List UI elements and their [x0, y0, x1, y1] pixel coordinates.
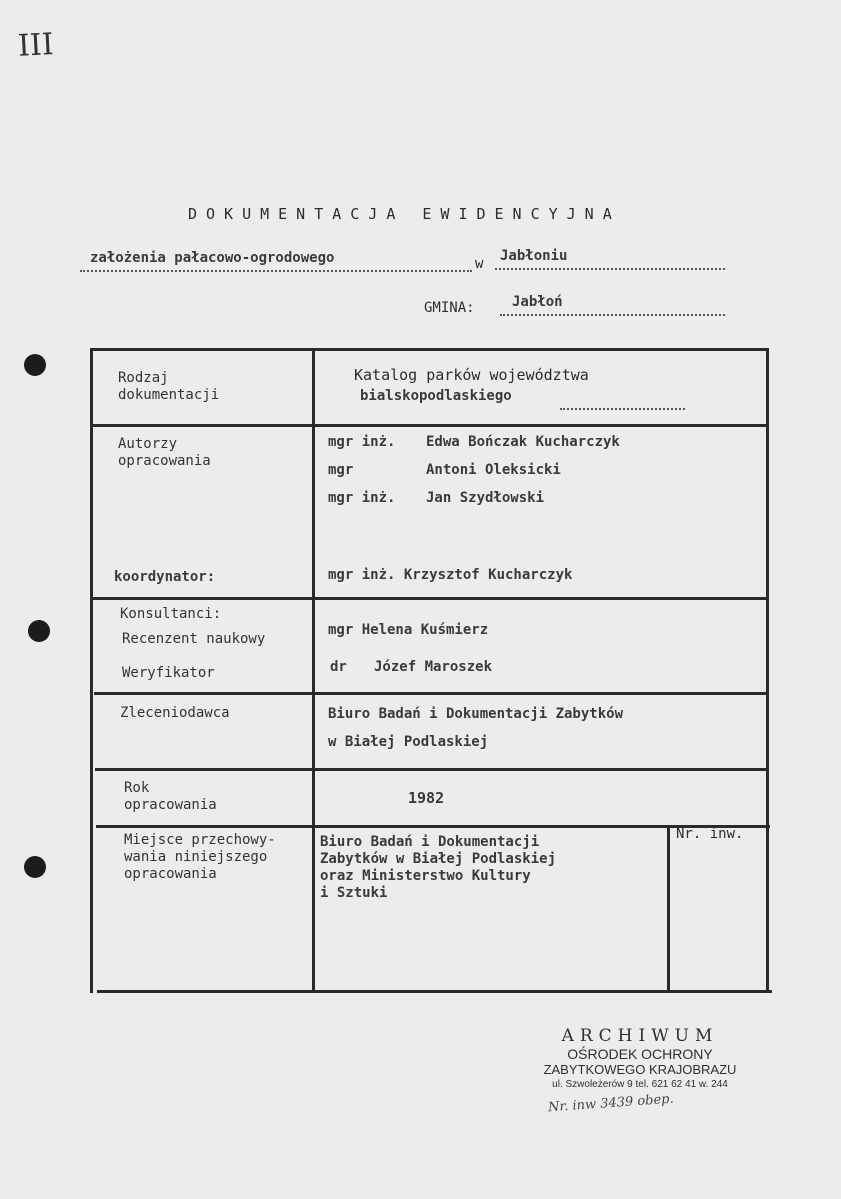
- zleceniodawca-label: Zleceniodawca: [120, 705, 230, 721]
- author-1-title: mgr inż.: [328, 434, 396, 450]
- gmina-value: Jabłoń: [512, 294, 563, 310]
- stamp-line-3: ZABYTKOWEGO KRAJOBRAZU: [543, 1062, 737, 1077]
- document-title: DOKUMENTACJA EWIDENCYJNA: [188, 205, 621, 223]
- gmina-label: GMINA:: [424, 300, 475, 316]
- place-name: Jabłoniu: [500, 248, 568, 264]
- rok-value: 1982: [408, 789, 445, 807]
- stamp-line-4: ul. Szwoleżerów 9 tel. 621 62 41 w. 244: [552, 1079, 728, 1090]
- author-1-name: Edwa Bończak Kucharczyk: [426, 434, 620, 450]
- weryfikator-title: dr: [330, 659, 347, 675]
- recenzent-value: mgr Helena Kuśmierz: [328, 622, 489, 638]
- rodzaj-dots: [560, 408, 685, 410]
- handwritten-inventory-note: Nr. inw 3439 obep.: [547, 1091, 675, 1116]
- miejsce-value: Biuro Badań i Dokumentacji Zabytków w Białej Podlaskiej oraz Ministerstwo Kultury i Sztuki: [320, 834, 557, 901]
- rok-label: Rok opracowania: [124, 780, 217, 813]
- archive-stamp: [520, 1026, 760, 1090]
- coordinator-label: koordynator:: [114, 569, 216, 585]
- rodzaj-value-line-1: Katalog parków województwa: [354, 366, 589, 384]
- rodzaj-label: Rodzaj dokumentacji: [118, 370, 220, 403]
- author-3-title: mgr inż.: [328, 490, 396, 506]
- zleceniodawca-value-line-1: Biuro Badań i Dokumentacji Zabytków: [328, 706, 624, 722]
- coordinator-value: mgr inż. Krzysztof Kucharczyk: [328, 567, 573, 583]
- autorzy-label: Autorzy opracowania: [118, 436, 211, 469]
- author-3-name: Jan Szydłowski: [426, 490, 545, 506]
- corner-mark: III: [17, 27, 55, 64]
- miejsce-label: Miejsce przechowy- wania niniejszego opracowania: [124, 832, 276, 882]
- object-name: założenia pałacowo-ogrodowego: [90, 250, 335, 266]
- preposition-w: w: [475, 256, 484, 272]
- rodzaj-value-line-2: bialskopodlaskiego: [360, 388, 512, 404]
- recenzent-label: Recenzent naukowy: [122, 631, 266, 647]
- inventory-number-label: Nr. inw.: [676, 826, 744, 842]
- stamp-title: ARCHIWUM: [561, 1026, 719, 1046]
- author-2-title: mgr: [328, 462, 354, 478]
- zleceniodawca-value-line-2: w Białej Podlaskiej: [328, 734, 489, 750]
- author-2-name: Antoni Oleksicki: [426, 462, 561, 478]
- konsultanci-label: Konsultanci:: [120, 606, 222, 622]
- stamp-line-2: OŚRODEK OCHRONY: [567, 1046, 713, 1062]
- weryfikator-name: Józef Maroszek: [374, 659, 493, 675]
- weryfikator-label: Weryfikator: [122, 665, 215, 681]
